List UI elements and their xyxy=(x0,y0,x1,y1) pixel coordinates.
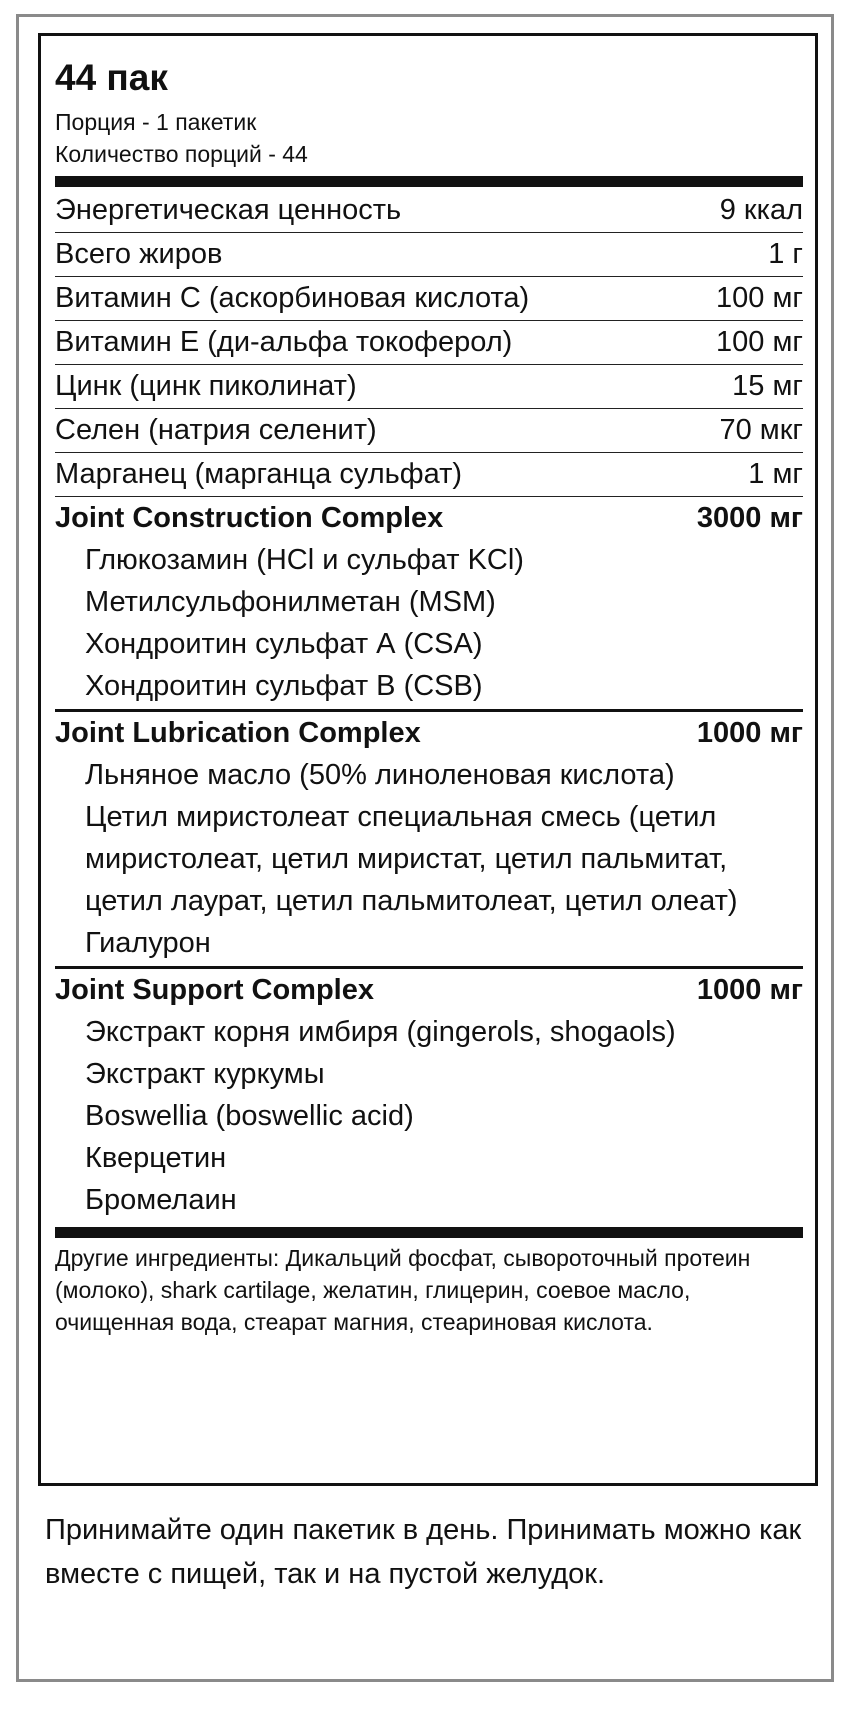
ingredient-item: Хондроитин сульфат B (CSB) xyxy=(85,670,483,702)
ingredient-item: Хондроитин сульфат А (CSA) xyxy=(85,628,483,660)
nutrient-name: Всего жиров xyxy=(55,238,223,270)
complex-list xyxy=(55,497,803,1223)
supplement-facts-panel xyxy=(38,33,818,1486)
package-title: 44 пак xyxy=(55,57,168,98)
complex-header xyxy=(55,497,803,539)
ingredient-item: Бромелаин xyxy=(85,1184,237,1216)
nutrient-value: 100 мг xyxy=(716,326,803,358)
complex-value: 3000 мг xyxy=(696,502,803,534)
complex-header xyxy=(55,969,803,1011)
nutrient-name: Селен (натрия селенит) xyxy=(55,414,377,446)
nutrient-row xyxy=(55,277,803,321)
nutrient-value: 9 ккал xyxy=(719,194,803,226)
nutrient-list xyxy=(55,189,803,497)
ingredient-item: Гиалурон xyxy=(85,927,211,959)
nutrient-name: Цинк (цинк пиколинат) xyxy=(55,370,357,402)
ingredient-item: Экстракт корня имбиря (gingerols, shogaols) xyxy=(85,1016,676,1048)
nutrient-value: 1 г xyxy=(768,238,803,270)
serving-size: Порция - 1 пакетик xyxy=(55,109,257,135)
ingredient-item: Льняное масло (50% линоленовая кислота) xyxy=(85,759,675,791)
nutrient-value: 70 мкг xyxy=(719,414,803,446)
complex-name: Joint Support Complex xyxy=(55,974,374,1006)
ingredient-item: Экстракт куркумы xyxy=(85,1058,325,1090)
complex-group xyxy=(55,712,803,969)
nutrient-name: Витамин С (аскорбиновая кислота) xyxy=(55,282,530,314)
nutrient-row xyxy=(55,189,803,233)
nutrient-value: 1 мг xyxy=(748,458,803,490)
complex-name: Joint Lubrication Complex xyxy=(55,717,421,749)
complex-value: 1000 мг xyxy=(696,974,803,1006)
nutrient-value: 100 мг xyxy=(716,282,803,314)
other-ingredients: Другие ингредиенты: Дикальций фосфат, сывороточный протеин (молоко), shark cartilage, желатин, глицерин, соевое масло, очищенная вода, стеарат магния, стеариновая кислота. xyxy=(55,1245,751,1335)
ingredient-item: Boswellia (boswellic acid) xyxy=(85,1100,414,1132)
complex-value: 1000 мг xyxy=(696,717,803,749)
nutrient-row xyxy=(55,233,803,277)
complex-group xyxy=(55,497,803,712)
ingredient-item: Кверцетин xyxy=(85,1142,227,1174)
thick-divider xyxy=(55,1227,803,1238)
nutrient-value: 15 мг xyxy=(732,370,803,402)
servings-count: Количество порций - 44 xyxy=(55,141,308,167)
usage-directions: Принимайте один пакетик в день. Принимать можно как вместе с пищей, так и на пустой желудок. xyxy=(45,1514,802,1590)
complex-group xyxy=(55,969,803,1223)
ingredient-item: Глюкозамин (HCl и сульфат KCl) xyxy=(85,544,524,576)
thick-divider xyxy=(55,176,803,187)
ingredient-item: Цетил миристолеат специальная смесь (цетил миристолеат, цетил миристат, цетил пальмитат, цетил лаурат, цетил пальмитолеат, цетил олеат) xyxy=(85,801,738,917)
complex-header xyxy=(55,712,803,754)
nutrient-row xyxy=(55,409,803,453)
ingredient-item: Метилсульфонилметан (MSM) xyxy=(85,586,496,618)
nutrient-row xyxy=(55,365,803,409)
complex-name: Joint Construction Complex xyxy=(55,502,444,534)
nutrient-name: Витамин Е (ди-альфа токоферол) xyxy=(55,326,513,358)
nutrient-name: Энергетическая ценность xyxy=(55,194,402,226)
nutrient-row xyxy=(55,453,803,497)
nutrient-name: Марганец (марганца сульфат) xyxy=(55,458,463,490)
nutrient-row xyxy=(55,321,803,365)
